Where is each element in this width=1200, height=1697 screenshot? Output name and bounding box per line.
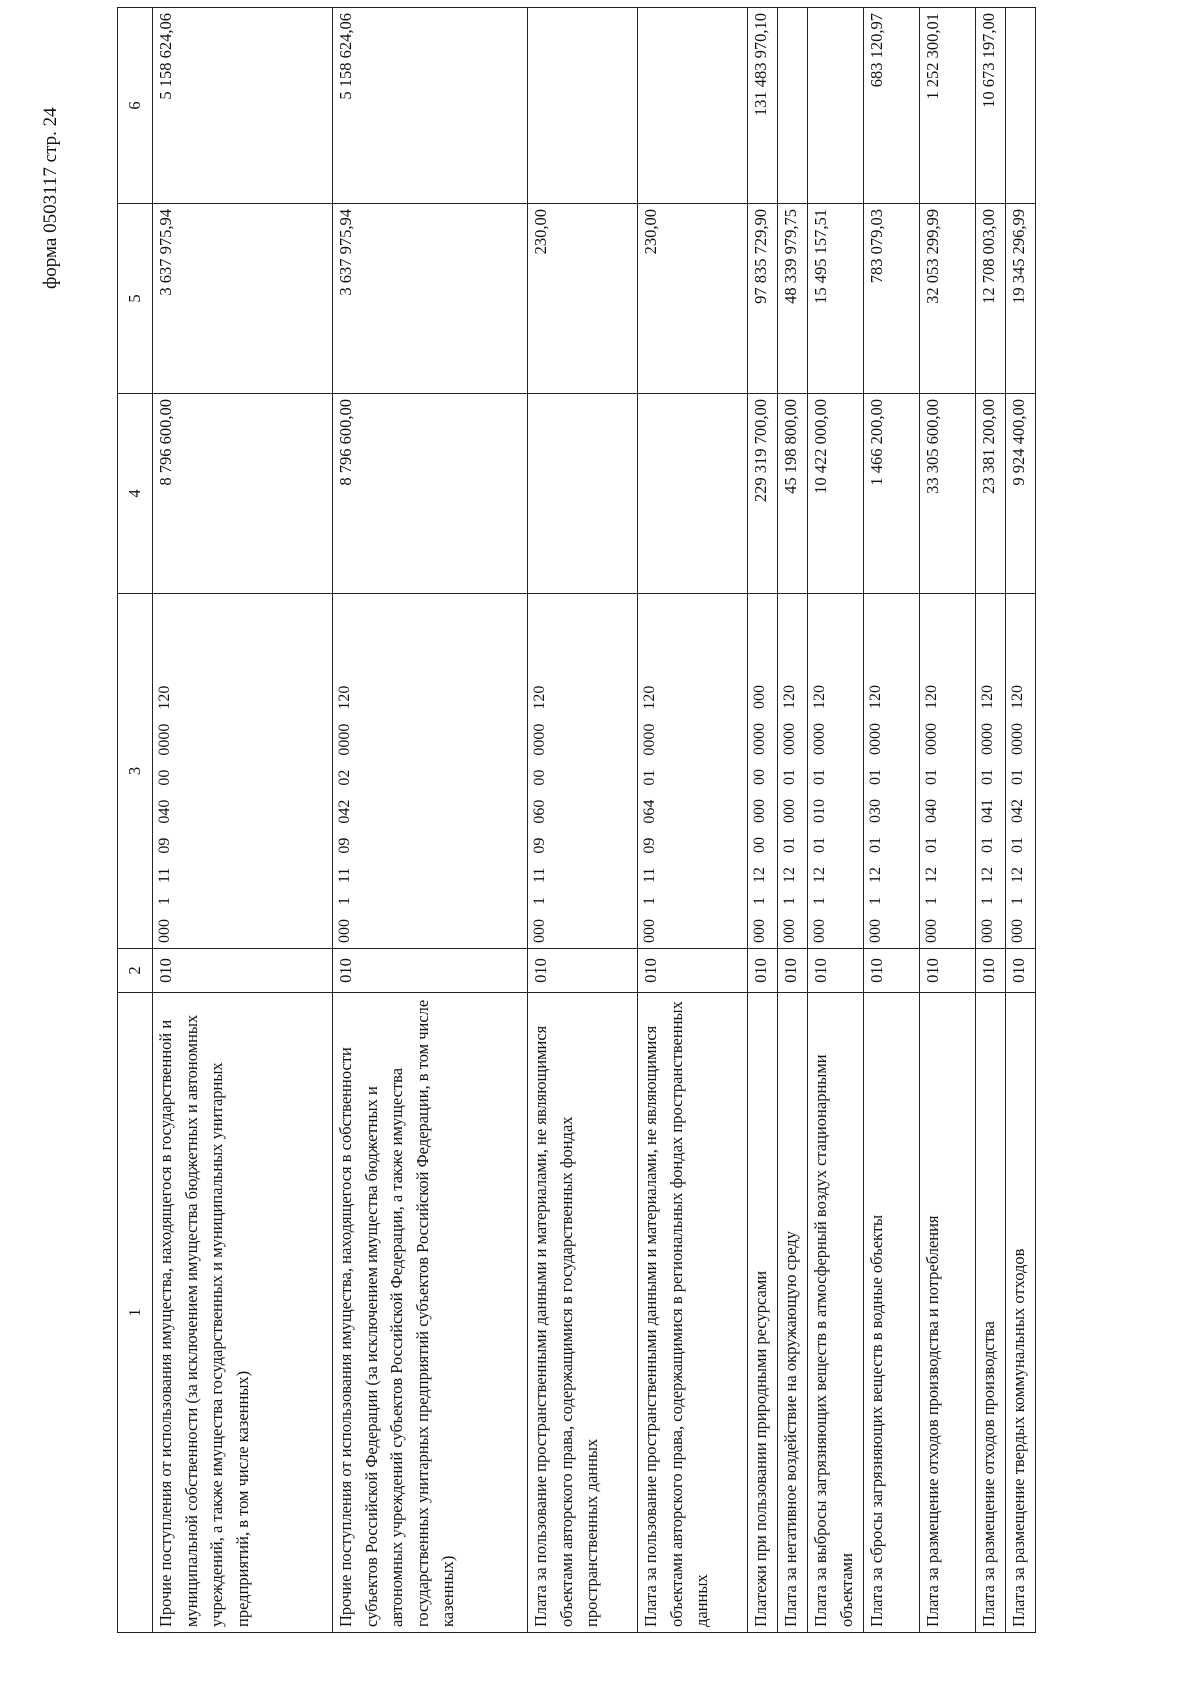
- code-segment: 1: [923, 897, 940, 905]
- budget-classification-code: [638, 594, 748, 949]
- budget-classification-code: [778, 594, 808, 949]
- line-code: 010: [864, 949, 920, 993]
- code-segment: 000: [1009, 919, 1026, 943]
- code-segment: 11: [336, 867, 353, 883]
- code-segment: 12: [979, 867, 996, 883]
- code-segment: 01: [867, 837, 884, 853]
- column-number-row: [118, 8, 153, 1633]
- indicator-name: Плата за размещение отходов производства и потребления: [920, 993, 976, 1633]
- code-segment: 064: [641, 799, 658, 824]
- code-segment: 0000: [751, 723, 768, 755]
- code-segment: 0000: [641, 723, 658, 756]
- indicator-name: Плата за негативное воздействие на окружающую среду: [778, 993, 808, 1633]
- code-segment: 01: [979, 769, 996, 785]
- approved-amount: 10 422 000,00: [808, 394, 864, 594]
- table-row: [778, 8, 808, 1633]
- code-segment: 000: [781, 799, 798, 823]
- line-code: 010: [333, 949, 528, 993]
- executed-amount: 15 495 157,51: [808, 204, 864, 394]
- indicator-name: Плата за размещение твердых коммунальных отходов: [1006, 993, 1036, 1633]
- table-row: [638, 8, 748, 1633]
- code-segment: 120: [781, 685, 798, 709]
- code-segment: 041: [979, 799, 996, 823]
- table-row: [920, 8, 976, 1633]
- executed-amount: 3 637 975,94: [153, 204, 333, 394]
- indicator-name: Плата за сбросы загрязняющих веществ в водные объекты: [864, 993, 920, 1633]
- line-code: 010: [808, 949, 864, 993]
- unexecuted-amount: 5 158 624,06: [333, 8, 528, 204]
- line-code: 010: [528, 949, 638, 993]
- indicator-name: Плата за пользование пространственными данными и материалами, не являющимися объектами авторского права, содержащимися в государственных фондах пространственных данных: [528, 993, 638, 1633]
- approved-amount: 9 924 400,00: [1006, 394, 1036, 594]
- unexecuted-amount: [808, 8, 864, 204]
- code-segment: 01: [811, 769, 828, 785]
- table-row: [528, 8, 638, 1633]
- code-segment: 00: [751, 837, 768, 853]
- executed-amount: 32 053 299,99: [920, 204, 976, 394]
- approved-amount: 8 796 600,00: [153, 394, 333, 594]
- column-header: 2: [118, 949, 153, 993]
- code-segment: 01: [923, 769, 940, 785]
- indicator-name: Прочие поступления от использования имущества, находящегося в собственности субъектов Российской Федерации (за исключением имущества бюджетных и автономных учреждений субъектов Российской Федерации, а также имущества государственных унитарных предприятий субъектов Российской Федерации, в том числе казенных): [333, 993, 528, 1633]
- budget-classification-code: [808, 594, 864, 949]
- code-segment: 0000: [1009, 723, 1026, 755]
- table-row: [976, 8, 1006, 1633]
- executed-amount: 230,00: [528, 204, 638, 394]
- code-segment: 1: [336, 897, 353, 905]
- code-segment: 11: [641, 867, 658, 883]
- code-segment: 120: [156, 685, 173, 710]
- code-segment: 12: [1009, 867, 1026, 883]
- code-segment: 00: [751, 769, 768, 785]
- code-segment: 0000: [867, 723, 884, 755]
- column-header: 6: [118, 8, 153, 204]
- code-segment: 12: [751, 867, 768, 883]
- table-row: [748, 8, 778, 1633]
- approved-amount: 229 319 700,00: [748, 394, 778, 594]
- unexecuted-amount: 10 673 197,00: [976, 8, 1006, 204]
- line-code: 010: [638, 949, 748, 993]
- code-segment: 00: [156, 769, 173, 786]
- line-code: 010: [748, 949, 778, 993]
- line-code: 010: [153, 949, 333, 993]
- unexecuted-amount: [638, 8, 748, 204]
- indicator-name: Плата за размещение отходов производства: [976, 993, 1006, 1633]
- column-header: 4: [118, 394, 153, 594]
- executed-amount: 48 339 979,75: [778, 204, 808, 394]
- code-segment: 09: [156, 837, 173, 854]
- code-segment: 00: [531, 769, 548, 786]
- code-segment: 0000: [531, 723, 548, 756]
- code-segment: 1: [811, 897, 828, 905]
- code-segment: 000: [531, 919, 548, 943]
- table-row: [1006, 8, 1036, 1633]
- unexecuted-amount: 1 252 300,01: [920, 8, 976, 204]
- column-header: 5: [118, 204, 153, 394]
- table-row: [808, 8, 864, 1633]
- code-segment: 09: [531, 837, 548, 854]
- executed-amount: 230,00: [638, 204, 748, 394]
- executed-amount: 19 345 296,99: [1006, 204, 1036, 394]
- budget-classification-code: [333, 594, 528, 949]
- code-segment: 042: [1009, 799, 1026, 823]
- code-segment: 0000: [979, 723, 996, 755]
- code-segment: 042: [336, 799, 353, 824]
- code-segment: 0000: [156, 723, 173, 756]
- line-code: 010: [920, 949, 976, 993]
- executed-amount: 783 079,03: [864, 204, 920, 394]
- code-segment: 1: [979, 897, 996, 905]
- indicator-name: Плата за пользование пространственными данными и материалами, не являющимися объектами авторского права, содержащимися в региональных фондах пространственных данных: [638, 993, 748, 1633]
- code-segment: 040: [923, 799, 940, 823]
- code-segment: 120: [641, 685, 658, 710]
- code-segment: 1: [1009, 897, 1026, 905]
- code-segment: 09: [336, 837, 353, 854]
- budget-classification-code: [528, 594, 638, 949]
- approved-amount: 8 796 600,00: [333, 394, 528, 594]
- code-segment: 0000: [336, 723, 353, 756]
- code-segment: 010: [811, 799, 828, 823]
- code-segment: 120: [531, 685, 548, 710]
- executed-amount: 3 637 975,94: [333, 204, 528, 394]
- code-segment: 000: [641, 919, 658, 943]
- line-code: 010: [778, 949, 808, 993]
- code-segment: 12: [781, 867, 798, 883]
- approved-amount: 33 305 600,00: [920, 394, 976, 594]
- line-code: 010: [976, 949, 1006, 993]
- approved-amount: 1 466 200,00: [864, 394, 920, 594]
- unexecuted-amount: [528, 8, 638, 204]
- table-row: [864, 8, 920, 1633]
- code-segment: 0000: [811, 723, 828, 755]
- code-segment: 01: [867, 769, 884, 785]
- approved-amount: 23 381 200,00: [976, 394, 1006, 594]
- code-segment: 09: [641, 837, 658, 854]
- code-segment: 0000: [781, 723, 798, 755]
- unexecuted-amount: 683 120,97: [864, 8, 920, 204]
- code-segment: 120: [867, 685, 884, 709]
- code-segment: 000: [156, 919, 173, 943]
- executed-amount: 12 708 003,00: [976, 204, 1006, 394]
- code-segment: 01: [811, 837, 828, 853]
- code-segment: 11: [156, 867, 173, 883]
- indicator-name: Прочие поступления от использования имущества, находящегося в государственной и муниципальной собственности (за исключением имущества бюджетных и автономных учреждений, а также имущества государственных и муниципальных унитарных предприятий, в том числе казенных): [153, 993, 333, 1633]
- form-caption: форма 0503117 стр. 24: [40, 107, 61, 289]
- executed-amount: 97 835 729,90: [748, 204, 778, 394]
- code-segment: 000: [979, 919, 996, 943]
- code-segment: 120: [336, 685, 353, 710]
- code-segment: 02: [336, 769, 353, 786]
- code-segment: 1: [156, 897, 173, 905]
- code-segment: 01: [781, 837, 798, 853]
- code-segment: 120: [923, 685, 940, 709]
- code-segment: 1: [751, 897, 768, 905]
- indicator-name: Плата за выбросы загрязняющих веществ в атмосферный воздух стационарными объектами: [808, 993, 864, 1633]
- code-segment: 0000: [923, 723, 940, 755]
- approved-amount: [638, 394, 748, 594]
- budget-classification-code: [920, 594, 976, 949]
- table-row: [333, 8, 528, 1633]
- code-segment: 01: [1009, 837, 1026, 853]
- budget-classification-code: [864, 594, 920, 949]
- approved-amount: [528, 394, 638, 594]
- code-segment: 000: [781, 919, 798, 943]
- budget-classification-code: [153, 594, 333, 949]
- code-segment: 120: [811, 685, 828, 709]
- indicator-name: Платежи при пользовании природными ресурсами: [748, 993, 778, 1633]
- code-segment: 000: [336, 919, 353, 943]
- budget-classification-code: [1006, 594, 1036, 949]
- code-segment: 1: [641, 897, 658, 905]
- code-segment: 000: [923, 919, 940, 943]
- code-segment: 000: [811, 919, 828, 943]
- approved-amount: 45 198 800,00: [778, 394, 808, 594]
- code-segment: 000: [751, 919, 768, 943]
- code-segment: 01: [1009, 769, 1026, 785]
- code-segment: 1: [867, 897, 884, 905]
- budget-classification-code: [748, 594, 778, 949]
- unexecuted-amount: 5 158 624,06: [153, 8, 333, 204]
- income-table: [117, 7, 1036, 1633]
- code-segment: 040: [156, 799, 173, 824]
- budget-classification-code: [976, 594, 1006, 949]
- code-segment: 12: [923, 867, 940, 883]
- unexecuted-amount: [1006, 8, 1036, 204]
- code-segment: 12: [811, 867, 828, 883]
- code-segment: 01: [979, 837, 996, 853]
- code-segment: 11: [531, 867, 548, 883]
- code-segment: 01: [923, 837, 940, 853]
- code-segment: 000: [751, 685, 768, 709]
- column-header: 3: [118, 594, 153, 949]
- code-segment: 030: [867, 799, 884, 823]
- code-segment: 01: [641, 769, 658, 786]
- line-code: 010: [1006, 949, 1036, 993]
- unexecuted-amount: [778, 8, 808, 204]
- code-segment: 01: [781, 769, 798, 785]
- code-segment: 000: [751, 799, 768, 823]
- code-segment: 12: [867, 867, 884, 883]
- code-segment: 120: [1009, 685, 1026, 709]
- code-segment: 120: [979, 685, 996, 709]
- table-body: [153, 8, 1036, 1633]
- code-segment: 000: [867, 919, 884, 943]
- code-segment: 060: [531, 799, 548, 824]
- code-segment: 1: [531, 897, 548, 905]
- code-segment: 1: [781, 897, 798, 905]
- column-header: 1: [118, 993, 153, 1633]
- unexecuted-amount: 131 483 970,10: [748, 8, 778, 204]
- table-row: [153, 8, 333, 1633]
